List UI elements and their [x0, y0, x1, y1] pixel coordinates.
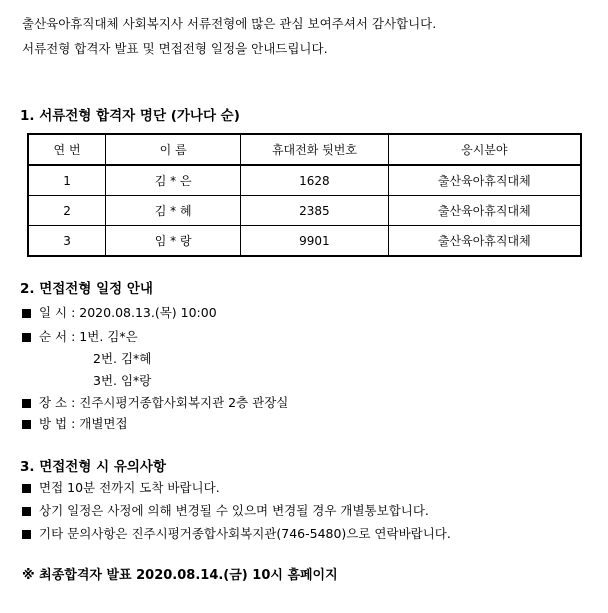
table-cell: 3 — [28, 226, 106, 257]
interview-place-text: 장 소 : 진주시평거종합사회복지관 2층 관장실 — [39, 395, 289, 410]
table-cell: 1 — [28, 165, 106, 196]
table-cell: 9901 — [241, 226, 388, 257]
note-text: 기타 문의사항은 진주시평거종합사회복지관(746-5480)으로 연락바랍니다. — [39, 526, 451, 541]
table-cell: 출산육아휴직대체 — [388, 226, 581, 257]
square-bullet-icon — [22, 333, 31, 342]
interview-order-label: 순 서 — [39, 329, 68, 344]
section-3-heading: 3. 면접전형 시 유의사항 — [20, 459, 166, 475]
table-cell: 출산육아휴직대체 — [388, 196, 581, 226]
applicant-table — [27, 133, 582, 257]
square-bullet-icon — [22, 507, 31, 516]
table-cell: 출산육아휴직대체 — [388, 165, 581, 196]
interview-place-line — [22, 393, 288, 411]
square-bullet-icon — [22, 420, 31, 429]
table-cell: 2 — [28, 196, 106, 226]
interview-order-line — [22, 327, 138, 345]
order-colon: : — [67, 329, 80, 344]
table-header-cell: 응시분야 — [388, 134, 581, 165]
table-cell: 2385 — [241, 196, 388, 226]
note-line — [22, 478, 220, 496]
square-bullet-icon — [22, 399, 31, 408]
table-cell: 1628 — [241, 165, 388, 196]
table-cell: 김 * 은 — [106, 165, 241, 196]
intro-line-2: 서류전형 합격자 발표 및 면접전형 일정을 안내드립니다. — [22, 41, 328, 56]
table-header-cell: 휴대전화 뒷번호 — [241, 134, 388, 165]
table-header-cell: 이 름 — [106, 134, 241, 165]
table-row — [28, 196, 581, 226]
table-cell: 김 * 혜 — [106, 196, 241, 226]
table-row — [28, 165, 581, 196]
interview-date-text: 일 시 : 2020.08.13.(목) 10:00 — [39, 305, 217, 320]
note-line — [22, 524, 451, 542]
section-1-heading: 1. 서류전형 합격자 명단 (가나다 순) — [20, 108, 240, 124]
interview-order-item: 1번. 김*은 — [79, 329, 138, 344]
interview-order-item: 2번. 김*혜 — [93, 351, 152, 366]
interview-method-text: 방 법 : 개별면접 — [39, 416, 128, 431]
square-bullet-icon — [22, 484, 31, 493]
table-cell: 임 * 랑 — [106, 226, 241, 257]
intro-line-1: 출산육아휴직대체 사회복지사 서류전형에 많은 관심 보여주셔서 감사합니다. — [22, 16, 437, 31]
table-header-row — [28, 134, 581, 165]
note-text: 면접 10분 전까지 도착 바랍니다. — [39, 480, 220, 495]
table-row — [28, 226, 581, 257]
interview-date-line — [22, 303, 217, 321]
interview-order-item: 3번. 임*랑 — [93, 373, 152, 388]
note-text: 상기 일정은 사정에 의해 변경될 수 있으며 변경될 경우 개별통보합니다. — [39, 503, 429, 518]
section-2-heading: 2. 면접전형 일정 안내 — [20, 281, 153, 297]
note-line — [22, 501, 429, 519]
square-bullet-icon — [22, 530, 31, 539]
square-bullet-icon — [22, 309, 31, 318]
table-header-cell: 연 번 — [28, 134, 106, 165]
final-notice: ※ 최종합격자 발표 2020.08.14.(금) 10시 홈페이지 — [22, 568, 338, 583]
interview-method-line — [22, 414, 128, 432]
